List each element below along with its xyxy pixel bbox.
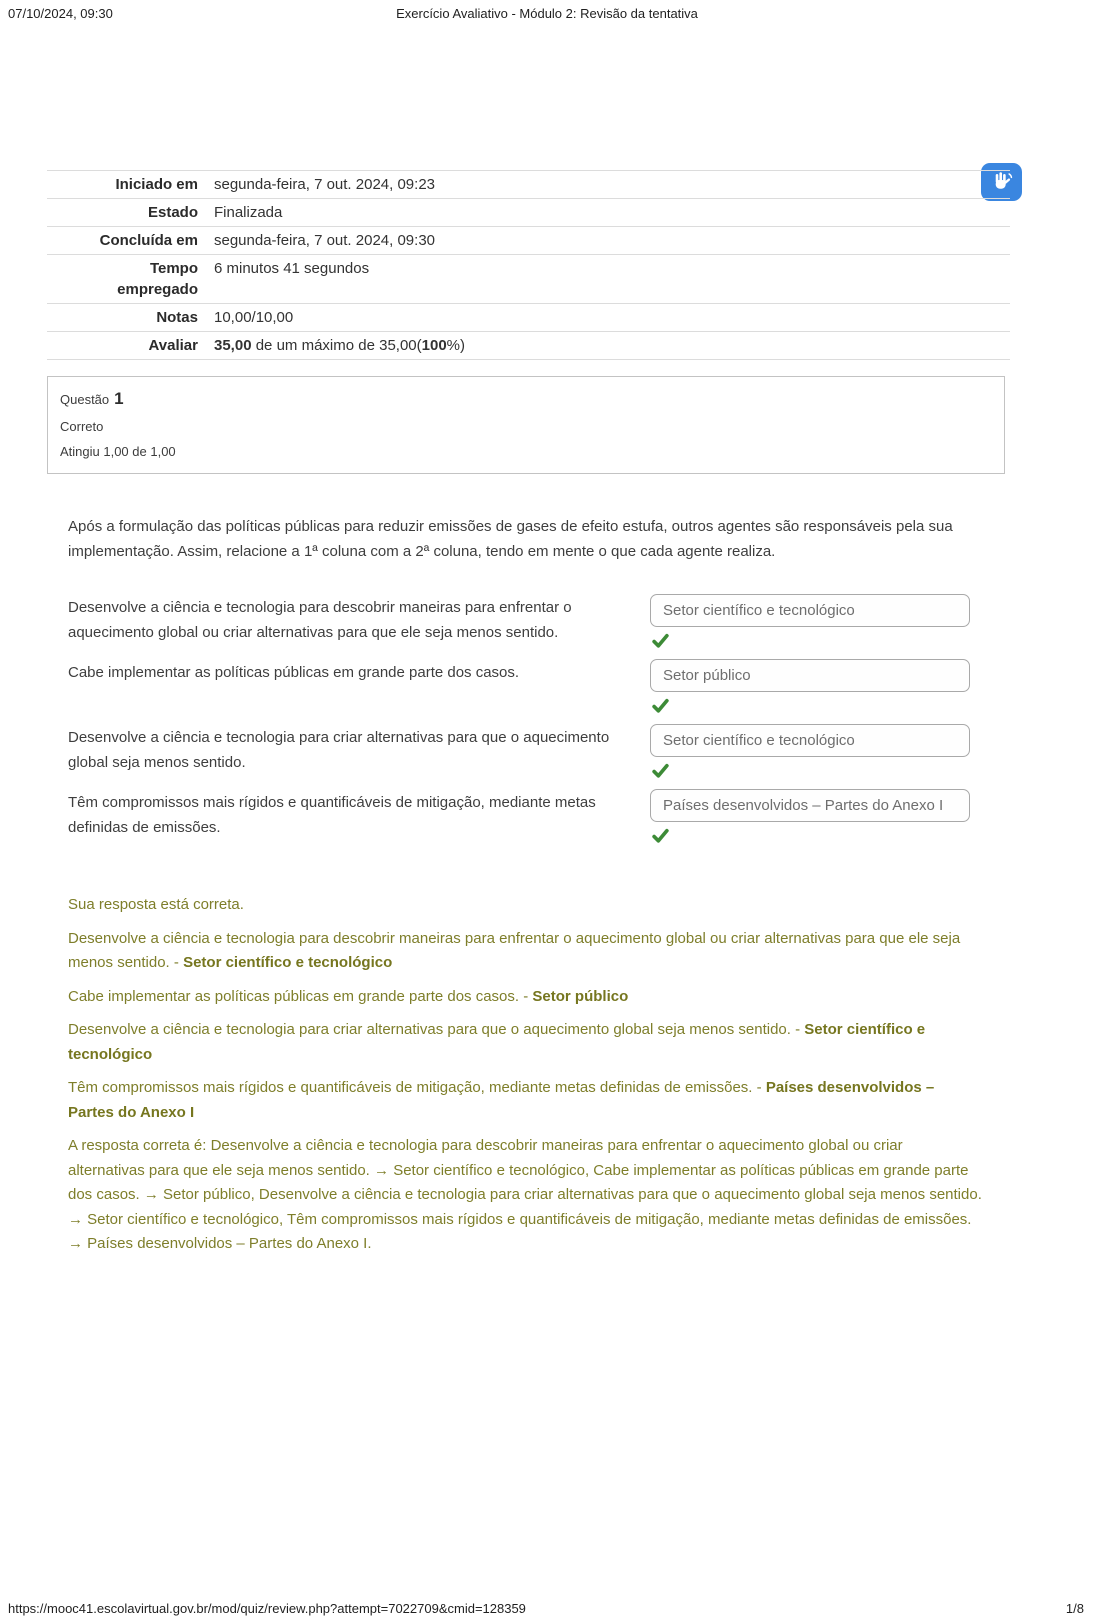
question-number: 1 — [114, 389, 124, 408]
match-prompt: Desenvolve a ciência e tecnologia para criar alternativas para que o aquecimento global seja menos sentido. — [68, 729, 610, 771]
feedback-line — [68, 927, 983, 976]
correct-check-icon — [652, 697, 970, 715]
summary-value: 6 minutos 41 segundos — [214, 260, 370, 277]
match-prompt: Desenvolve a ciência e tecnologia para descobrir maneiras para enfrentar o aquecimento global ou criar alternativas para que ele seja menos sentido. — [68, 599, 572, 641]
print-header — [0, 6, 1094, 24]
answer-select-value: Setor científico e tecnológico — [663, 732, 855, 749]
feedback-line-answer: Setor científico e tecnológico — [183, 954, 393, 971]
summary-label: Estado — [147, 204, 198, 221]
feedback-line-text: Cabe implementar as políticas públicas em grande parte dos casos. - — [68, 987, 533, 1005]
feedback-line-answer: Setor público — [532, 987, 629, 1005]
match-row — [68, 594, 970, 650]
feedback-line-text: Têm compromissos mais rígidos e quantificáveis de mitigação, mediante metas definidas de emissões. - — [68, 1079, 766, 1096]
answer-select-value: Países desenvolvidos – Partes do Anexo I — [663, 797, 944, 814]
grade-value: 35,00 — [214, 337, 252, 354]
answer-select-value: Setor científico e tecnológico — [663, 602, 855, 619]
answer-select[interactable] — [650, 724, 970, 757]
grade-middle: de um máximo de 35,00( — [251, 337, 422, 354]
match-row — [68, 659, 970, 715]
match-answer-cell — [650, 659, 970, 715]
grade-percent: 100 — [421, 337, 447, 354]
matching-area — [68, 594, 970, 845]
summary-row-marks — [47, 303, 1010, 331]
match-answer-cell — [650, 789, 970, 845]
print-footer-url: https://mooc41.escolavirtual.gov.br/mod/quiz/review.php?attempt=7022709&cmid=128359 — [8, 1601, 526, 1616]
question-grade: Atingiu 1,00 de 1,00 — [60, 444, 176, 459]
summary-value: segunda-feira, 7 out. 2024, 09:23 — [214, 176, 436, 193]
match-answer-cell — [650, 724, 970, 780]
question-number-label: Questão — [60, 392, 110, 407]
summary-label: Avaliar — [148, 337, 198, 354]
summary-row-completed — [47, 226, 1010, 254]
question-number-line — [60, 389, 992, 409]
feedback-line-text: Desenvolve a ciência e tecnologia para descobrir maneiras para enfrentar o aquecimento global ou criar alternativas para que ele seja menos sentido. - — [68, 929, 961, 971]
grade-suffix: %) — [446, 337, 466, 354]
print-footer-page-number: 1/8 — [1065, 1601, 1084, 1616]
summary-label: Notas — [156, 309, 198, 326]
summary-value: segunda-feira, 7 out. 2024, 09:30 — [214, 232, 436, 249]
summary-value — [214, 335, 465, 356]
feedback-line-answer: Países desenvolvidos – Partes do Anexo I — [68, 1079, 935, 1121]
attempt-summary-table — [47, 170, 1010, 360]
match-prompt: Cabe implementar as políticas públicas em grande parte dos casos. — [68, 664, 520, 681]
summary-row-grade — [47, 331, 1010, 359]
match-prompt: Têm compromissos mais rígidos e quantificáveis de mitigação, mediante metas definidas de emissões. — [68, 794, 596, 836]
match-row — [68, 724, 970, 780]
summary-value: 10,00/10,00 — [214, 309, 294, 326]
answer-select[interactable] — [650, 659, 970, 692]
summary-row-state — [47, 198, 1010, 226]
correct-check-icon — [652, 762, 970, 780]
print-header-datetime: 07/10/2024, 09:30 — [8, 6, 113, 21]
question-state: Correto — [60, 419, 104, 434]
correct-check-icon — [652, 632, 970, 650]
answer-select[interactable] — [650, 789, 970, 822]
question-intro-text: Após a formulação das políticas públicas para reduzir emissões de gases de efeito estufa, outros agentes são responsáveis pela sua implementação. Assim, relacione a 1ª coluna com a 2ª coluna, tendo em mente o que cada agente realiza. — [68, 518, 953, 560]
answer-select-value: Setor público — [663, 667, 751, 684]
feedback-final-answer: A resposta correta é: Desenvolve a ciência e tecnologia para descobrir maneiras para enfrentar o aquecimento global ou criar alternativas para que ele seja menos sentido. → Setor científico e tecnológico, Cabe implementar as políticas públicas em grande parte dos casos. → Setor público, Desenvolve a ciência e tecnologia para criar alternativas para que o aquecimento global seja menos sentido. → Setor científico e tecnológico, Têm compromissos mais rígidos e quantificáveis de mitigação, mediante metas definidas de emissões. → Países desenvolvidos – Partes do Anexo I. — [68, 1137, 982, 1252]
feedback-line — [68, 1018, 983, 1067]
feedback-line — [68, 1076, 983, 1125]
feedback-line — [68, 985, 983, 1010]
summary-row-started — [47, 170, 1010, 198]
print-footer — [0, 1599, 1094, 1616]
question-feedback — [68, 893, 983, 1257]
summary-label: Iniciado em — [115, 176, 198, 193]
feedback-line-text: Desenvolve a ciência e tecnologia para criar alternativas para que o aquecimento global seja menos sentido. - — [68, 1021, 805, 1038]
feedback-line-answer: Setor científico e tecnológico — [68, 1021, 926, 1063]
match-row — [68, 789, 970, 845]
main-content — [47, 170, 1010, 1266]
question-info-box — [47, 376, 1005, 474]
summary-label: Concluída em — [99, 232, 198, 249]
question-body — [68, 514, 1010, 1257]
summary-value: Finalizada — [214, 204, 283, 221]
match-answer-cell — [650, 594, 970, 650]
feedback-correct-line: Sua resposta está correta. — [68, 896, 244, 913]
answer-select[interactable] — [650, 594, 970, 627]
print-header-title: Exercício Avaliativo - Módulo 2: Revisão da tentativa — [396, 6, 698, 21]
correct-check-icon — [652, 827, 970, 845]
summary-label: Tempo empregado — [117, 260, 198, 298]
summary-row-time-taken — [47, 254, 1010, 303]
